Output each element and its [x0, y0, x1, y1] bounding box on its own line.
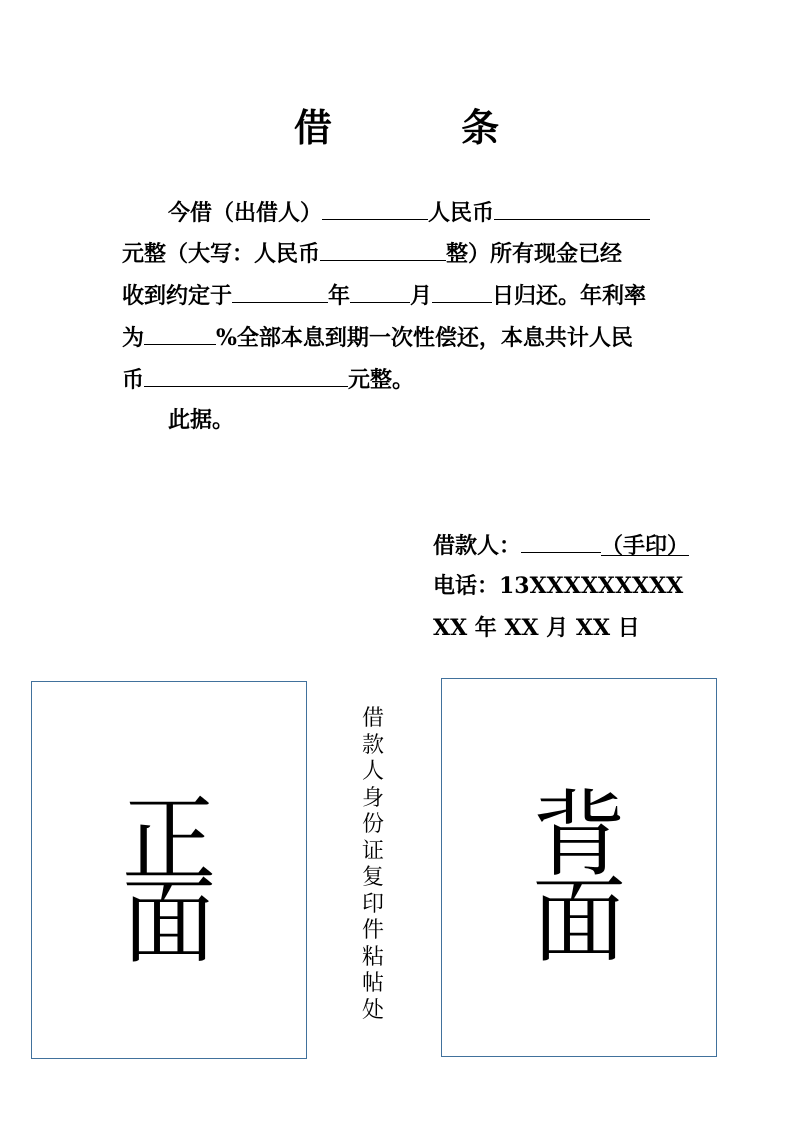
capital-amount-blank[interactable]	[320, 238, 446, 261]
caption-char: 身	[361, 785, 384, 811]
caption-char: 件	[361, 918, 384, 943]
year-blank[interactable]	[232, 280, 328, 303]
id-back-box[interactable]	[441, 678, 717, 1057]
total-prefix: 币	[122, 367, 145, 393]
body-line-1	[168, 197, 650, 227]
front-char-2: 面	[121, 868, 216, 977]
rmb-label: 人民币	[428, 200, 495, 226]
caption-char: 人	[361, 759, 384, 784]
borrower-blank[interactable]	[521, 530, 601, 553]
back-char-2: 面	[531, 867, 626, 976]
body-line-5	[122, 364, 414, 394]
capital-amount-label: 元整（大写：人民币	[122, 241, 321, 267]
caption-char: 印	[361, 891, 384, 917]
front-char-1: 正	[121, 786, 216, 895]
id-paste-caption	[358, 706, 388, 1024]
due-label: 收到约定于	[122, 283, 233, 309]
rate-text: %全部本息到期一次性偿还，本息共计人民	[216, 325, 633, 351]
caption-char: 帖	[361, 971, 384, 996]
document-title: 借 条	[293, 105, 558, 150]
back-char-1: 背	[531, 781, 626, 890]
body-line-4	[122, 322, 633, 352]
caption-char: 处	[361, 997, 384, 1023]
date-line: XX 年 XX 月 XX 日	[433, 615, 640, 641]
caption-char: 复	[361, 865, 384, 890]
closing-text: 此据。	[168, 407, 235, 433]
phone-line: 电话：13XXXXXXXXX	[433, 573, 684, 599]
day-blank[interactable]	[432, 280, 492, 303]
caption-char: 粘	[361, 944, 384, 970]
rate-prefix: 为	[122, 325, 145, 351]
body-line-6	[168, 405, 234, 435]
caption-char: 借	[361, 706, 384, 731]
received-text: 整）所有现金已经	[446, 241, 623, 267]
month-label: 月	[410, 283, 433, 309]
total-suffix: 元整。	[348, 367, 415, 393]
amount-blank[interactable]	[494, 197, 650, 220]
day-label: 日归还。年利率	[492, 283, 647, 309]
month-blank[interactable]	[350, 280, 410, 303]
body-line-2	[122, 238, 622, 268]
id-front-box[interactable]	[31, 681, 307, 1059]
caption-char: 份	[361, 812, 384, 837]
caption-char: 证	[361, 838, 384, 864]
handprint-label: （手印）	[601, 533, 690, 559]
year-label: 年	[328, 283, 351, 309]
borrower-label: 借款人：	[433, 533, 522, 559]
caption-char: 款	[361, 732, 384, 758]
lender-blank[interactable]	[322, 197, 428, 220]
lender-label: 今借（出借人）	[168, 200, 323, 226]
body-line-3	[122, 280, 646, 310]
borrower-line	[433, 530, 689, 560]
total-blank[interactable]	[144, 364, 348, 387]
rate-blank[interactable]	[144, 322, 216, 345]
